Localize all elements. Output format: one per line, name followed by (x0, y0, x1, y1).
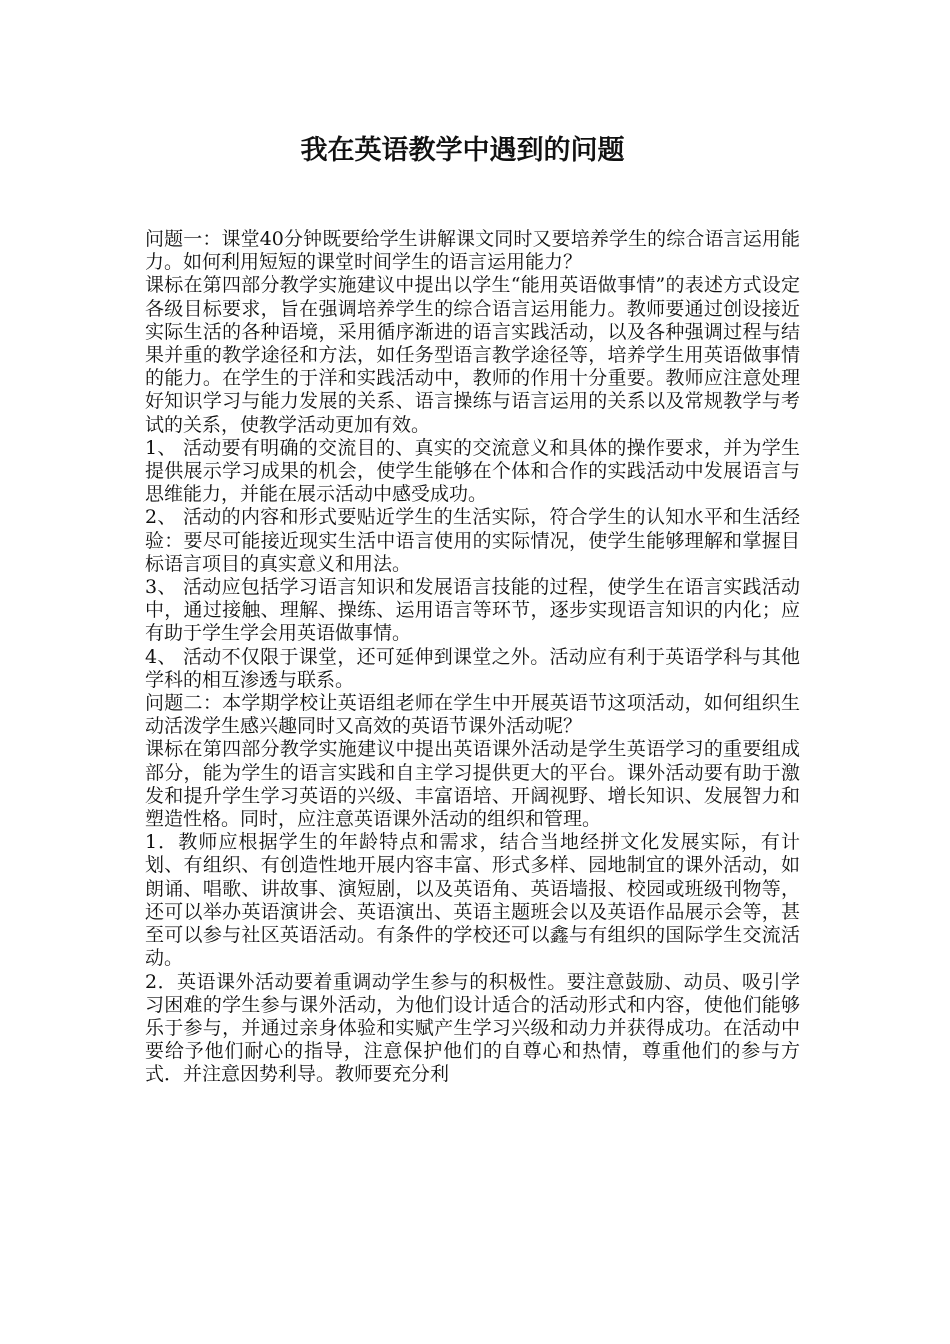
paragraph-point-4: 4、 活动不仅限于课堂，还可延伸到课堂之外。活动应有利于英语学科与其他学科的相互渗透与联系。 (145, 645, 800, 691)
paragraph-point-2: 2、 活动的内容和形式要贴近学生的生活实际，符合学生的认知水平和生活经验：要尽可能接近现实生活中语言使用的实际情况，使学生能够理解和掌握目标语言项目的真实意义和用法。 (145, 506, 800, 575)
paragraph-point-1: 1、 活动要有明确的交流目的、真实的交流意义和具体的操作要求，并为学生提供展示学习成果的机会，使学生能够在个体和合作的实践活动中发展语言与思维能力，并能在展示活动中感受成功。 (145, 436, 800, 506)
paragraph-question-1: 问题一：课堂40分钟既要给学生讲解课文同时又要培养学生的综合语言运用能力。如何利用短短的课堂时间学生的语言运用能力？ (145, 228, 800, 274)
paragraph-answer-2-intro: 课标在第四部分教学实施建议中提出英语课外活动是学生英语学习的重要组成部分，能为学生的语言实践和自主学习提供更大的平台。课外活动要有助于激发和提升学生学习英语的兴级、丰富语培、开阔视野、增长知识、发展智力和塑造性格。同时，应注意英语课外活动的组织和管理。 (145, 738, 800, 831)
paragraph-point-3: 3、 活动应包括学习语言知识和发展语言技能的过程，使学生在语言实践活动中，通过接触、理解、操练、运用语言等环节，逐步实现语言知识的内化；应有助于学生学会用英语做事情。 (145, 576, 800, 645)
document-body (145, 228, 800, 1087)
paragraph-answer-1-intro: 课标在第四部分教学实施建议中提出以学生“能用英语做事情”的表述方式设定各级目标要求，旨在强调培养学生的综合语言运用能力。教师要通过创设接近实际生活的各种语境，采用循序渐进的语言实践活动，以及各种强调过程与结果并重的教学途径和方法，如任务型语言教学途径等，培养学生用英语做事情的能力。在学生的于洋和实践活动中，教师的作用十分重要。教师应注意处理好知识学习与能力发展的关系、语言操练与语言运用的关系以及常规教学与考试的关系，使教学活动更加有效。 (145, 274, 800, 436)
document-title: 我在英语教学中遇到的问题 (300, 135, 625, 166)
paragraph-item-1: 1．教师应根据学生的年龄特点和需求，结合当地经拼文化发展实际，有计划、有组织、有创造性地开展内容丰富、形式多样、园地制宜的课外活动，如朗诵、唱歌、讲故事、演短剧，以及英语角、英语墙报、校园或班级刊物等，还可以举办英语演讲会、英语演出、英语主题班会以及英语作品展示会等，甚至可以参与社区英语活动。有条件的学校还可以鑫与有组织的国际学生交流活动。 (145, 831, 800, 970)
paragraph-question-2: 问题二：本学期学校让英语组老师在学生中开展英语节这项活动，如何组织生动活泼学生感兴趣同时又高效的英语节课外活动呢？ (145, 692, 800, 738)
paragraph-item-2: 2．英语课外活动要着重调动学生参与的积极性。要注意鼓励、动员、吸引学习困难的学生参与课外活动，为他们设计适合的活动形式和内容，使他们能够乐于参与，并通过亲身体验和实赋产生学习兴级和动力并获得成功。在活动中要给予他们耐心的指导，注意保护他们的自尊心和热情，尊重他们的参与方式．并注意因势利导。教师要充分利 (145, 970, 800, 1086)
